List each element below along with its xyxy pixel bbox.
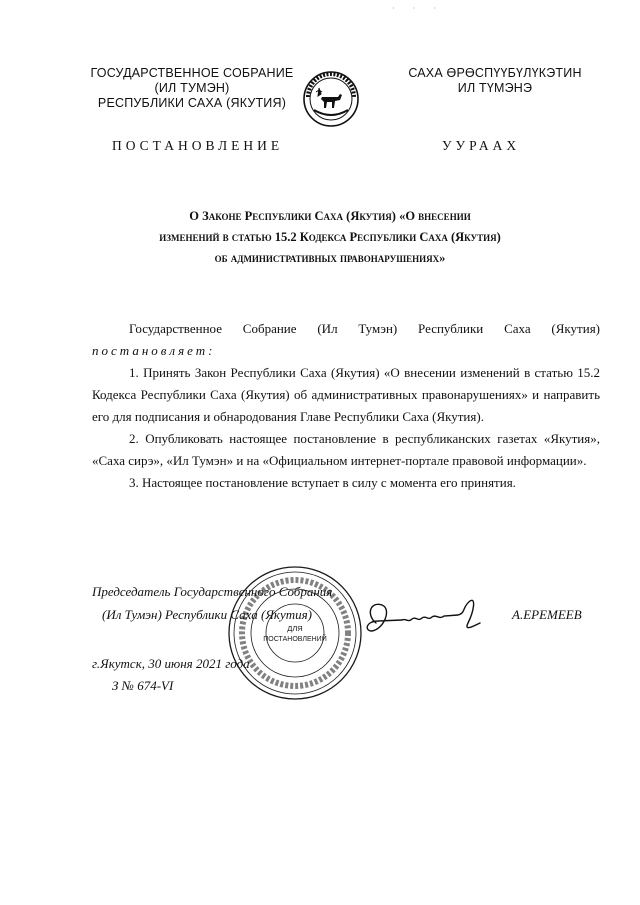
doc-type-sakha: УУРААХ: [442, 138, 521, 153]
stamp-center-line: ДЛЯ: [287, 624, 303, 633]
document-body: [92, 318, 600, 494]
intro-paragraph: Государственное Собрание (Ил Тумэн) Республики Саха (Якутия): [129, 321, 600, 336]
signatory-name: А.ЕРЕМЕЕВ: [512, 607, 582, 622]
doc-type-ru: ПОСТАНОВЛЕНИЕ: [112, 138, 284, 153]
resolves-word: постановляет:: [92, 343, 216, 358]
signatory-role: Председатель Государственного Собрания: [92, 584, 333, 599]
header-left-line: РЕСПУБЛИКИ САХА (ЯКУТИЯ): [97, 96, 287, 110]
official-stamp: [226, 564, 364, 702]
title-line: об административных правонарушениях»: [214, 251, 446, 265]
header-right: [380, 66, 610, 96]
emblem-icon: [302, 70, 360, 128]
title-line: изменений в статью 15.2 Кодекса Республики Саха (Якутия): [159, 230, 501, 244]
signatory-role-cont: (Ил Тумэн) Республики Саха (Якутия): [102, 607, 312, 622]
header-right-line: САХА ӨРӨСПҮҮБҮЛҮКЭТИН: [408, 66, 582, 80]
stamp-center-line: ПОСТАНОВЛЕНИЙ: [263, 636, 327, 643]
header-left-line: ГОСУДАРСТВЕННОЕ СОБРАНИЕ: [90, 66, 294, 80]
item-paragraph: 2. Опубликовать настоящее постановление в республиканских газетах «Якутия», «Саха сирэ», «Ил Тумэн» и на «Официальном интернет-портале правовой информации».: [92, 431, 600, 468]
document-number: З № 674-VI: [112, 678, 174, 693]
title-line: О Законе Республики Саха (Якутия) «О внесении: [189, 209, 471, 223]
header-left-line: (ИЛ ТУМЭН): [154, 81, 230, 95]
item-paragraph: 1. Принять Закон Республики Саха (Якутия) «О внесении изменений в статью 15.2 Кодекса Республики Саха (Якутия) об административных правонарушениях» и направить его для подписания и обнародования Главе Республики Саха (Якутия).: [92, 365, 600, 424]
scan-artifact: · · ·: [392, 4, 444, 13]
item-paragraph: 3. Настоящее постановление вступает в силу с момента его принятия.: [129, 475, 516, 490]
header-left: [72, 66, 312, 111]
document-title: [100, 206, 560, 269]
header-right-line: ИЛ ТҮМЭНЭ: [457, 81, 533, 95]
place-and-date: г.Якутск, 30 июня 2021 года: [92, 656, 250, 671]
handwritten-signature: [362, 593, 494, 645]
